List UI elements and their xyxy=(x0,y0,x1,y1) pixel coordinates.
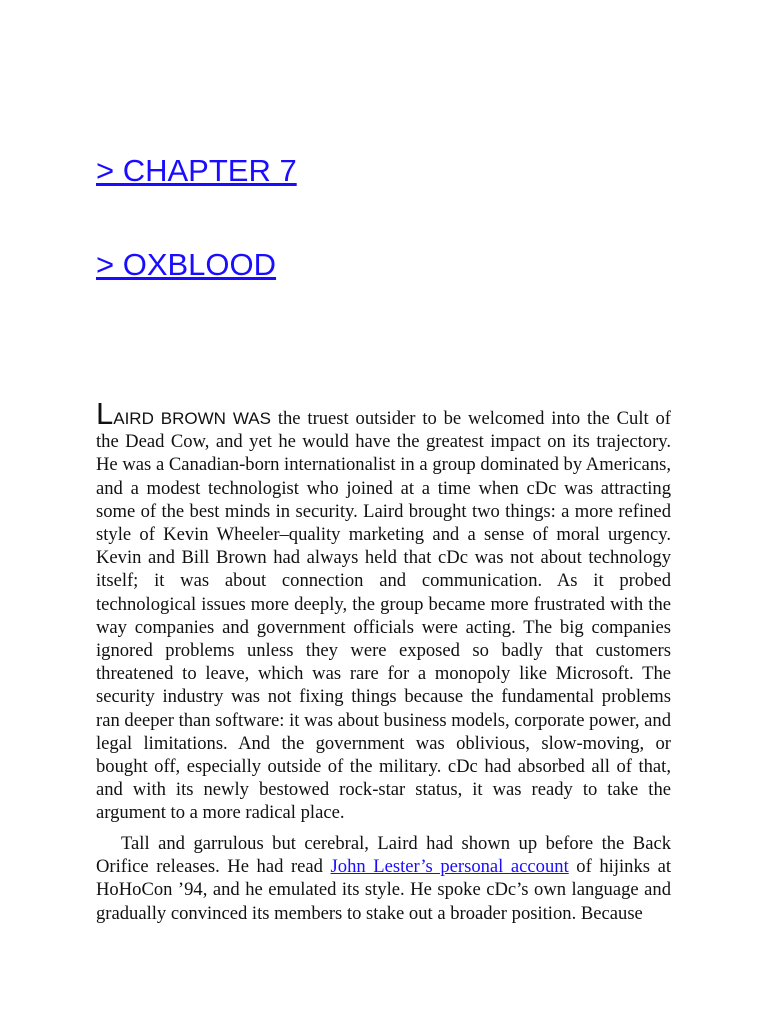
paragraph-1-text: the truest outsider to be welcomed into the Cult of the Dead Cow, and yet he would have the greatest impact on its trajectory. He was a Canadian-born internationalist in a group dominated by Americans, and a modest technologist who joined at a time when cDc was attracting some of the best minds in security. Laird brought two things: a more refined style of Kevin Wheeler–quality marketing and a sense of moral urgency. Kevin and Bill Brown had always held that cDc was not about technology itself; it was about connection and communication. As it probed technological issues more deeply, the group became more frustrated with the way companies and government officials were acting. The big companies ignored problems unless they were exposed so badly that customers threatened to leave, which was rare for a monopoly like Microsoft. The security industry was not fixing things because the fundamental problems ran deeper than software: it was about business models, corporate power, and legal limitations. And the government was oblivious, slow-moving, or bought off, especially outside of the military. cDc had absorbed all of that, and with its newly bestowed rock-star status, it was ready to take the argument to a more radical place. xyxy=(96,408,671,824)
chapter-number-link[interactable]: > CHAPTER 7 xyxy=(96,153,297,188)
body-paragraph-2 xyxy=(96,832,671,925)
john-lester-account-link[interactable]: John Lester’s personal account xyxy=(330,856,569,878)
body-paragraph-1 xyxy=(96,398,671,825)
chapter-title-link[interactable]: > OXBLOOD xyxy=(96,247,277,282)
paragraph-2-text-start: Tall and garrulous but cerebral, Laird had shown up before the Back Orifice releases. He had read xyxy=(96,833,671,878)
drop-cap: L xyxy=(96,396,114,431)
paragraph-2-text-end: of hijinks at HoHoCon ’94, and he emulated its style. He spoke cDc’s own language and gradually convinced its members to stake out a broader position. Because xyxy=(96,856,671,924)
lead-in-smallcaps: AIRD BROWN WAS xyxy=(113,409,271,428)
